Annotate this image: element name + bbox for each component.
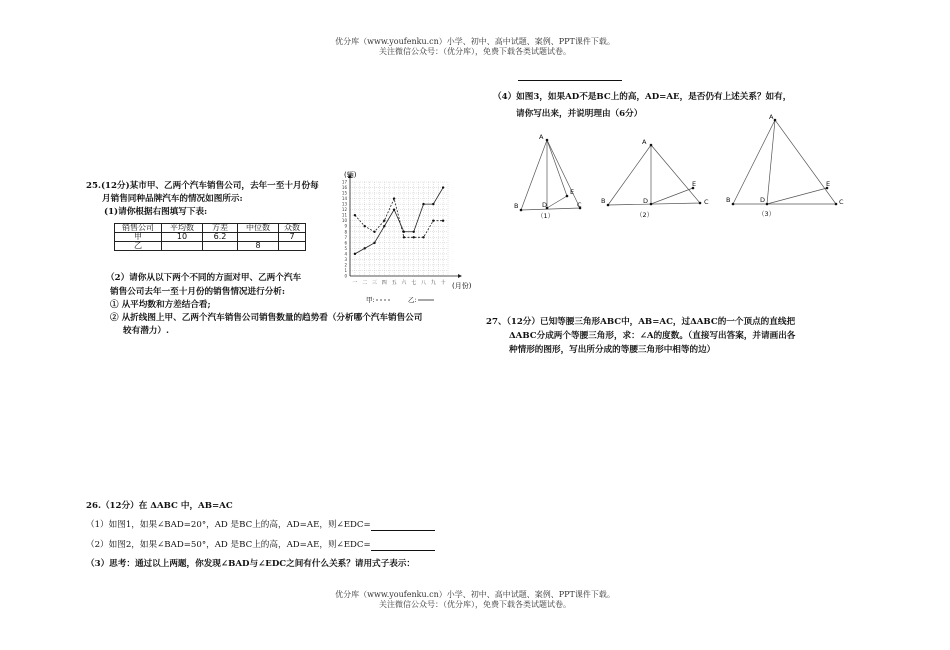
q25-item-2b: 较有潜力）.	[123, 326, 169, 336]
x-axis-arrow	[458, 274, 462, 278]
x-tick-label: 一	[352, 280, 358, 286]
table-header-cell: 中位数	[238, 224, 279, 233]
y-tick-label: 6	[344, 240, 347, 246]
data-point	[393, 208, 395, 210]
chart-legend	[366, 296, 434, 304]
data-point	[354, 253, 356, 255]
table-header-cell: 众数	[279, 224, 306, 233]
table-cell: 乙	[115, 242, 162, 251]
y-tick-label: 5	[344, 245, 347, 251]
q27-line-2: ΔABC分成两个等腰三角形，求：∠A的度数。（直接写出答案，并请画出各	[509, 331, 796, 341]
point-label-d: D	[643, 197, 649, 205]
y-tick-label: 16	[341, 185, 347, 191]
figure-2	[608, 145, 700, 205]
page-footer	[0, 590, 950, 610]
point-label-c: C	[577, 201, 582, 209]
point-label-c: C	[839, 198, 844, 206]
data-point	[364, 247, 366, 249]
y-tick-labels	[342, 180, 348, 279]
footer-line-1: 优分库（www.youfenku.cn）小学、初中、高中试题、案例、PPT课件下载。	[335, 590, 615, 599]
x-tick-label: 二	[362, 280, 368, 286]
q25-stats-table	[114, 223, 306, 251]
y-tick-label: 10	[341, 218, 347, 224]
q25-part-2-line-1: （2）请你从以下两个不同的方面对甲、乙两个汽车	[106, 273, 302, 283]
q25-line-1: 25.(12分)某市甲、乙两个汽车销售公司，去年一至十月份每	[86, 181, 319, 191]
point-label-e: E	[570, 188, 575, 196]
x-tick-label: 三	[371, 280, 378, 286]
data-point	[354, 214, 356, 216]
q26-part-3-answer-line[interactable]	[518, 80, 622, 81]
point-label-e: E	[826, 180, 831, 188]
y-tick-label: 0	[344, 273, 347, 279]
q26-part-4-line-1: （4）如图3，如果AD不是BC上的高，AD=AE，是否仍有上述关系？如有，	[493, 92, 792, 102]
data-point	[413, 236, 415, 238]
data-point	[373, 242, 375, 244]
x-tick-label: 六	[401, 280, 407, 286]
data-point	[422, 236, 424, 238]
y-tick-label: 1	[344, 267, 347, 273]
data-point	[383, 220, 385, 222]
y-tick-label: 11	[341, 212, 347, 218]
data-point	[413, 231, 415, 233]
data-point	[422, 203, 424, 205]
page-header	[0, 37, 950, 57]
data-point	[442, 186, 444, 188]
q27-line-1: 27、（12分）已知等腰三角形ABC中，AB=AC，过ΔABC的一个顶点的直线把	[486, 317, 796, 327]
y-tick-label: 8	[344, 229, 347, 235]
point-label-b: B	[514, 202, 519, 210]
answer-blank[interactable]	[371, 541, 435, 551]
y-tick-label: 15	[341, 190, 347, 196]
y-tick-label: 4	[344, 251, 347, 257]
y-tick-label: 12	[341, 207, 347, 213]
table-cell	[162, 242, 203, 251]
x-tick-label: 七	[411, 280, 417, 286]
x-tick-labels	[352, 279, 445, 286]
data-point	[364, 225, 366, 227]
header-line-1: 优分库（www.youfenku.cn）小学、初中、高中试题、案例、PPT课件下载。	[335, 37, 615, 46]
point-label-d: D	[760, 196, 766, 204]
q26-part-3: （3）思考：通过以上两题，你发现∠BAD与∠EDC之间有什么关系？请用式子表示：	[86, 559, 416, 569]
q25-item-2: ② 从折线图上甲、乙两个汽车销售公司销售数量的趋势看（分析哪个汽车销售公司	[110, 313, 423, 323]
y-tick-label: 13	[341, 201, 347, 207]
table-cell: 7	[279, 233, 306, 242]
q26-part-1	[86, 519, 435, 531]
point-label-a: A	[539, 133, 544, 141]
q26-part-1-text: （1）如图1，如果∠BAD=20°，AD 是BC上的高，AD=AE，则∠EDC=	[86, 520, 371, 530]
table-header-row	[115, 224, 306, 233]
q26-title: 26.（12分）在 ΔABC 中，AB=AC	[86, 501, 233, 511]
q25-part-1: (1)请你根据右图填写下表:	[104, 207, 208, 217]
legend-label-jia: 甲:	[366, 296, 375, 304]
point-label-c: C	[704, 198, 709, 206]
data-point	[432, 220, 434, 222]
point-label-e: E	[692, 180, 697, 188]
y-tick-label: 14	[341, 196, 347, 202]
y-tick-label: 7	[344, 234, 347, 240]
data-point	[403, 231, 405, 233]
table-cell	[203, 242, 238, 251]
table-header-cell: 平均数	[162, 224, 203, 233]
data-point	[403, 236, 405, 238]
sales-line-chart	[330, 168, 480, 308]
q25-item-1: ① 从平均数和方差结合看;	[110, 300, 211, 310]
table-header-cell: 方差	[203, 224, 238, 233]
q25-part-2-line-2: 销售公司去年一至十月份的销售情况进行分析:	[110, 287, 286, 297]
point-label-b: B	[601, 197, 606, 205]
table-cell: 6.2	[203, 233, 238, 242]
data-point	[442, 220, 444, 222]
x-tick-label: 九	[430, 280, 436, 286]
x-axis-label: (月份)	[452, 282, 472, 290]
data-point	[383, 225, 385, 227]
x-tick-label: 四	[381, 280, 387, 286]
q25-line-2: 月销售同种品牌汽车的情况如图所示:	[102, 194, 243, 204]
table-row	[115, 233, 306, 242]
figure-caption: （2）	[636, 211, 654, 219]
x-tick-label: 八	[420, 280, 427, 286]
table-cell: 10	[162, 233, 203, 242]
table-row	[115, 242, 306, 251]
table-cell	[279, 242, 306, 251]
point-label-a: A	[769, 113, 774, 121]
x-tick-label: 十	[440, 280, 446, 286]
q26-part-2-text: （2）如图2，如果∠BAD=50°，AD 是BC上的高，AD=AE，则∠EDC=	[86, 540, 371, 550]
footer-line-2: 关注微信公众号：（优分库），免费下载各类试题试卷。	[379, 600, 571, 609]
data-point	[432, 203, 434, 205]
q27-line-3: 种情形的图形，写出所分成的等腰三角形中相等的边）	[509, 345, 716, 355]
q26-part-2	[86, 539, 435, 551]
y-tick-label: 2	[344, 262, 347, 268]
q26-part-4-line-2: 请你写出来，并说明理由（6分）	[516, 109, 643, 119]
table-cell: 8	[238, 242, 279, 251]
y-tick-label: 17	[341, 179, 347, 185]
point-label-b: B	[726, 196, 731, 204]
chart-grid	[350, 182, 448, 276]
data-point	[393, 197, 395, 199]
x-tick-label: 五	[391, 280, 397, 286]
figure-caption: （3）	[758, 210, 776, 218]
point-label-a: A	[642, 138, 647, 146]
header-line-2: 关注微信公众号：（优分库），免费下载各类试题试卷。	[379, 47, 571, 56]
point-label-d: D	[542, 201, 548, 209]
data-point	[373, 231, 375, 233]
answer-blank[interactable]	[371, 521, 435, 531]
y-tick-label: 9	[344, 223, 347, 229]
figure-1	[521, 140, 580, 210]
y-axis-label: (辆)	[344, 171, 357, 179]
figure-3	[733, 120, 836, 204]
y-tick-label: 3	[344, 256, 347, 262]
figure-caption: （1）	[537, 212, 555, 220]
triangle-figures	[505, 110, 855, 222]
table-header-cell: 销售公司	[115, 224, 162, 233]
table-cell: 甲	[115, 233, 162, 242]
legend-label-yi: 乙:	[408, 296, 417, 304]
